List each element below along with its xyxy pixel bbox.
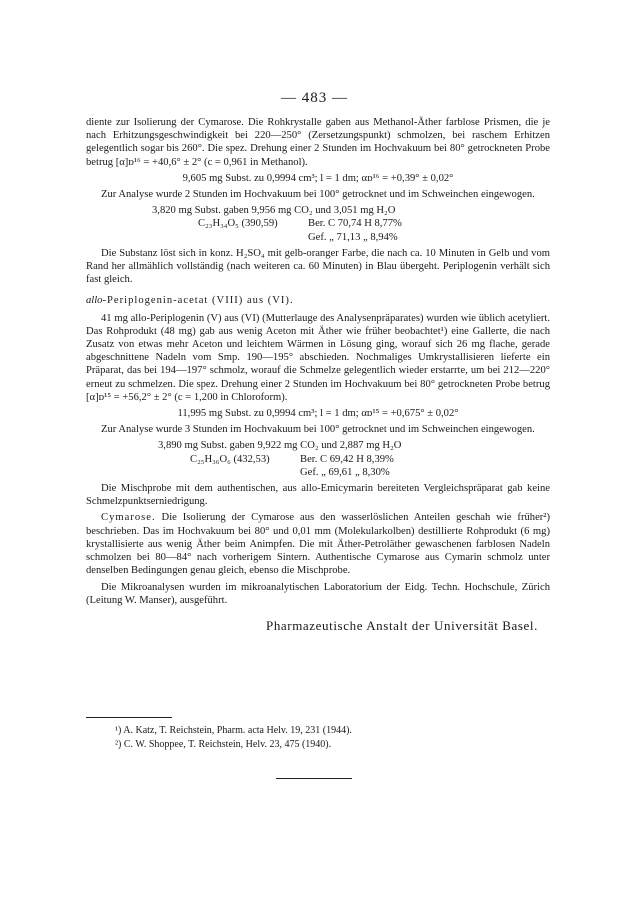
elemental-analysis-2	[86, 439, 550, 479]
analysis-1-formula: C₂₃H₃₄O₅ (390,59)	[198, 218, 278, 230]
cymarose-run-in-head: Cymarose.	[101, 512, 156, 524]
paragraph-acetylation: 41 mg allo-Periplogenin (V) aus (VI) (Mutterlauge des Analysenpräparates) wurden wie üblich acetyliert. Das Rohprodukt (48 mg) gab aus wenig Aceton mit Äther wie früher beobachtet¹) eine Gallerte, die nach Zusatz von etwas mehr Aceton und leichtem Wärmen in Lösung ging, worauf sich 26 mg flache, gerade abgeschnittene Nadeln vom Smp. 190—195° abschieden. Nochmaliges Umkrystallisieren lieferte ein Präparat, das bei 194—197° schmolz, worauf die Schmelze gelegentlich wieder erstarrte, um bei 212—220° erneut zu schmelzen. Die spez. Drehung einer 2 Stunden im Hochvakuum bei 80° getrockneten Probe betrug [α]ᴅ¹⁵ = +56,2° ± 2° (c = 1,200 in Chloroform).	[86, 312, 550, 403]
page-body	[86, 116, 550, 632]
section-heading-acetate	[86, 294, 550, 307]
footnote-1: ¹) A. Katz, T. Reichstein, Pharm. acta Helv. 19, 231 (1944).	[115, 725, 352, 736]
footnote-2: ²) C. W. Shoppee, T. Reichstein, Helv. 23, 475 (1940).	[115, 739, 332, 750]
heading-text: -Periplogenin-acetat (VIII) aus (VI).	[102, 295, 294, 307]
paragraph-analysis-2: Zur Analyse wurde 3 Stunden im Hochvakuum bei 100° getrocknet und im Schweinchen eingewogen.	[101, 424, 535, 436]
analysis-2-line: 3,890 mg Subst. gaben 9,922 mg CO₂ und 2,887 mg H₂O	[158, 440, 402, 452]
rotation-measurement-1: 9,605 mg Subst. zu 0,9994 cm³; l = 1 dm; αᴅ¹⁶ = +0,39° ± 0,02°	[182, 172, 454, 184]
paragraph-cymarose	[86, 511, 550, 577]
paragraph-analysis-1: Zur Analyse wurde 2 Stunden im Hochvakuum bei 100° getrocknet und im Schweinchen eingewogen.	[101, 189, 535, 201]
institution-line: Pharmazeutische Anstalt der Universität Basel.	[265, 617, 538, 633]
analysis-1-found: Gef. „ 71,13 „ 8,94%	[308, 231, 398, 243]
rotation-measurement-2: 11,995 mg Subst. zu 0,9994 cm³; l = 1 dm; αᴅ¹⁵ = +0,675° ± 0,02°	[177, 408, 459, 420]
footnote-rule	[86, 717, 172, 718]
page-number: — 483 —	[281, 90, 348, 106]
paragraph-microanalysis: Die Mikroanalysen wurden im mikroanalytischen Laboratorium der Eidg. Techn. Hochschule, Zürich (Leitung W. Manser), ausgeführt.	[86, 581, 550, 606]
end-rule	[276, 778, 352, 779]
analysis-1-line: 3,820 mg Subst. gaben 9,956 mg CO₂ und 3,051 mg H₂O	[152, 205, 396, 217]
analysis-2-formula: C₂₅H₃₆O₆ (432,53)	[190, 453, 270, 465]
analysis-2-found: Gef. „ 69,61 „ 8,30%	[300, 466, 390, 478]
elemental-analysis-1	[86, 204, 550, 244]
paragraph-color-reaction: Die Substanz löst sich in konz. H₂SO₄ mit gelb-oranger Farbe, die nach ca. 10 Minuten in Gelb und vom Rand her allmählich vollständig (nach weiteren ca. 60 Minuten) in Blau übergeht. Periplogenin verhält sich fast gleich.	[86, 247, 550, 286]
paragraph-cymarose-isolation: diente zur Isolierung der Cymarose. Die Rohkrystalle gaben aus Methanol-Äther farblose Prismen, die je nach Erhitzungsgeschwindigkeit bei 220—250° (Zersetzungspunkt) schmolzen, bei raschem Erhitzen gelegentlich sogar bis 260°. Die spez. Drehung einer 2 Stunden im Hochvakuum bei 80° getrockneten Probe betrug [α]ᴅ¹⁶ = +40,6° ± 2° (c = 0,961 in Methanol).	[86, 117, 550, 168]
analysis-2-calculated: Ber. C 69,42 H 8,39%	[300, 453, 394, 465]
heading-allo-prefix: allo	[86, 295, 103, 307]
cymarose-text: Die Isolierung der Cymarose aus den wasserlöslichen Anteilen geschah wie früher²) beschrieben. Das im Hochvakuum bei 80° und 0,01 mm (Molekularkolben) destillierte Rohprodukt (6 mg) krystallisierte aus wenig Äther beim Animpfen. Die mit Äther-Petroläther gewaschenen farblosen Nadeln schmolzen bei 80—84° nach vorherigem Sintern. Authentische Cymarose aus Cymarin schmolz unter denselben Bedingungen genau gleich, ebenso die Mischprobe.	[86, 512, 550, 577]
paragraph-mixed-melting: Die Mischprobe mit dem authentischen, aus allo-Emicymarin bereiteten Vergleichspräparat gab keine Schmelzpunktserniedrigung.	[86, 483, 550, 508]
analysis-1-calculated: Ber. C 70,74 H 8,77%	[308, 218, 402, 230]
